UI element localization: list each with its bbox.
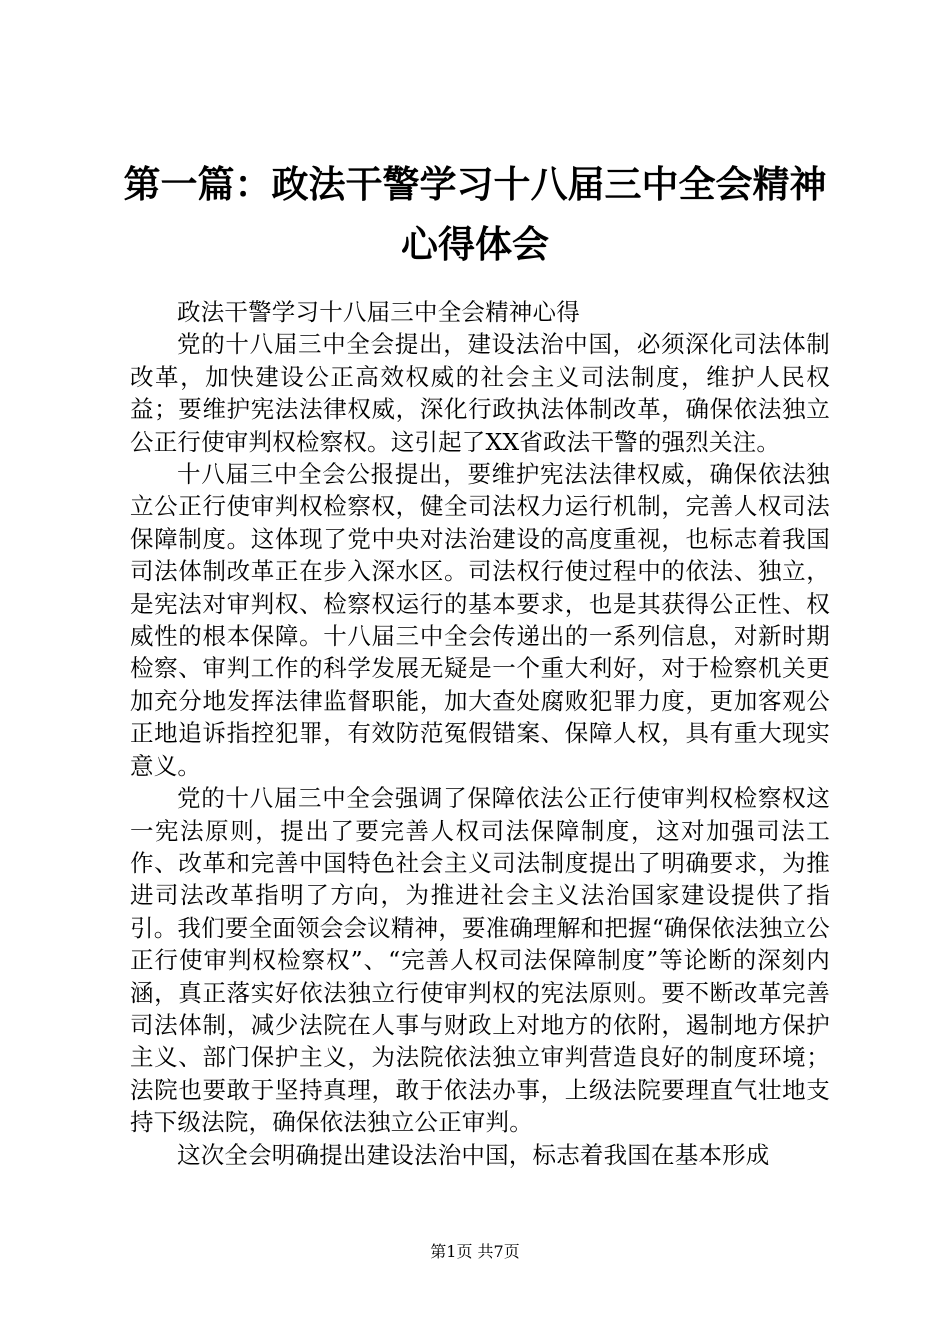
body-paragraph: 十八届三中全会公报提出，要维护宪法法律权威，确保依法独立公正行使审判权检察权，健全司法权力运行机制，完善人权司法保障制度。这体现了党中央对法治建设的高度重视，也标志着我国司法体制改革正在步入深水区。司法权行使过程中的依法、独立，是宪法对审判权、检察权运行的基本要求，也是其获得公正性、权威性的根本保障。十八届三中全会传递出的一系列信息，对新时期检察、审判工作的科学发展无疑是一个重大利好，对于检察机关更加充分地发挥法律监督职能，加大查处腐败犯罪力度，更加客观公正地追诉指控犯罪，有效防范冤假错案、保障人权，具有重大现实意义。 [130, 460, 830, 780]
body-paragraph: 党的十八届三中全会强调了保障依法公正行使审判权检察权这一宪法原则，提出了要完善人权司法保障制度，这对加强司法工作、改革和完善中国特色社会主义司法制度提出了明确要求，为推进司法改革指明了方向，为推进社会主义法治国家建设提供了指引。我们要全面领会会议精神，要准确理解和把握“确保依法独立公正行使审判权检察权”、“完善人权司法保障制度”等论断的深刻内涵，真正落实好依法独立行使审判权的宪法原则。要不断改革完善司法体制，减少法院在人事与财政上对地方的依附，遏制地方保护主义、部门保护主义，为法院依法独立审判营造良好的制度环境；法院也要敢于坚持真理，敢于依法办事，上级法院要理直气壮地支持下级法院，确保依法独立公正审判。 [130, 784, 830, 1137]
body-paragraph: 这次全会明确提出建设法治中国，标志着我国在基本形成 [177, 1140, 770, 1169]
document-body [130, 296, 830, 1171]
body-paragraph: 党的十八届三中全会提出，建设法治中国，必须深化司法体制改革，加快建设公正高效权威的社会主义司法制度，维护人民权益；要维护宪法法律权威，深化行政执法体制改革，确保依法独立公正行使审判权检察权。这引起了XX省政法干警的强烈关注。 [130, 330, 830, 456]
document-title: 第一篇：政法干警学习十八届三中全会精神心得体会 [123, 163, 827, 266]
subtitle-paragraph: 政法干警学习十八届三中全会精神心得 [177, 298, 580, 326]
page-number-footer: 第1页 共7页 [430, 1242, 520, 1261]
